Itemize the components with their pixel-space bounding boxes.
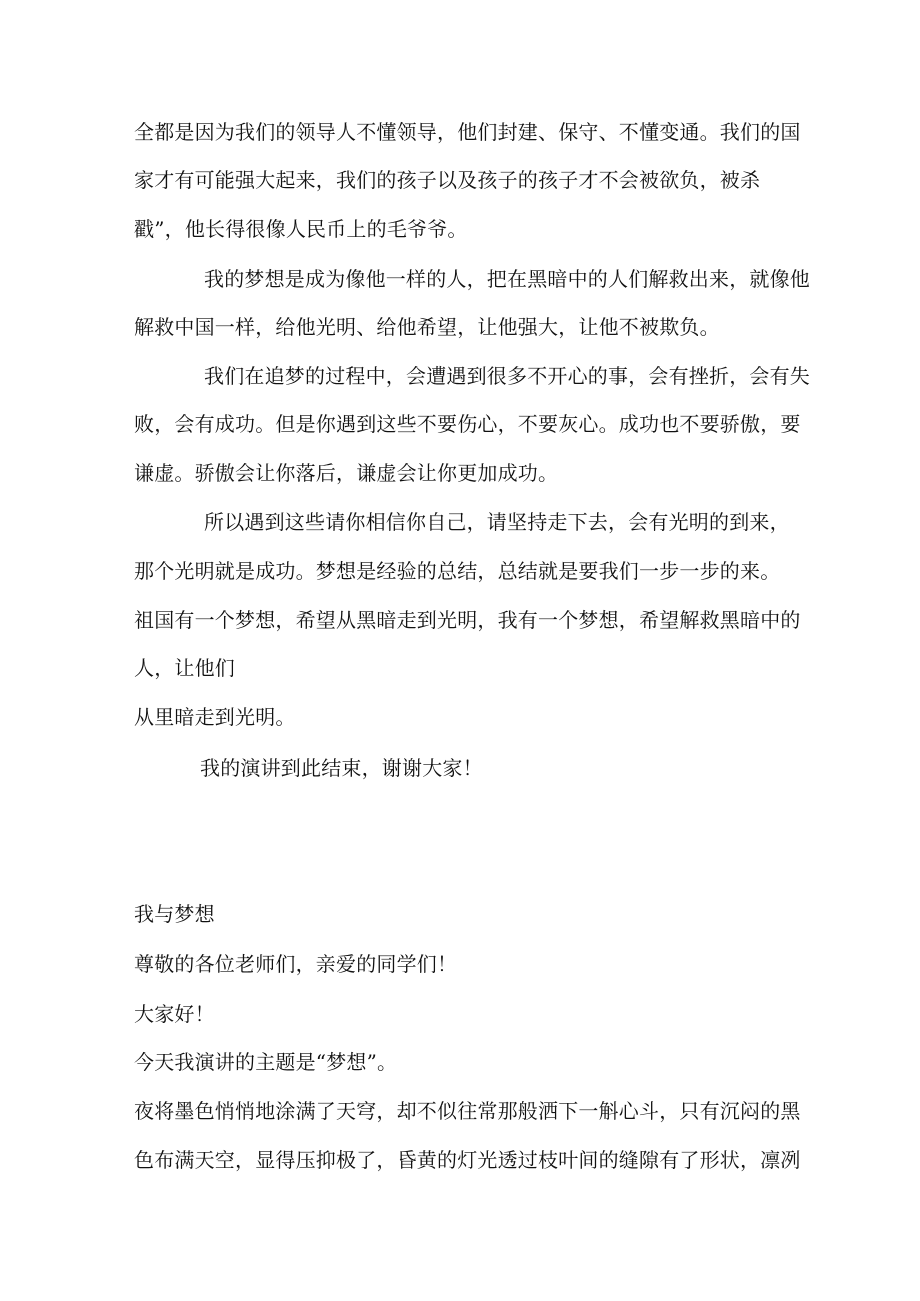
paragraph-line: 家才有可能强大起来，我们的孩子以及孩子的孩子才不会被欲负，被杀 <box>134 168 761 192</box>
paragraph-line: 所以遇到这些请你相信你自己，请坚持走下去，会有光明的到来， <box>204 510 790 534</box>
closing-line: 我的演讲到此结束，谢谢大家！ <box>200 756 483 780</box>
paragraph-line: 谦虚。骄傲会让你落后，谦虚会让你更加成功。 <box>134 461 559 485</box>
paragraph-line: 败，会有成功。但是你遇到这些不要伤心，不要灰心。成功也不要骄傲，要 <box>134 412 801 436</box>
paragraph-line: 我们在追梦的过程中，会遭遇到很多不开心的事，会有挫折，会有失 <box>204 364 810 388</box>
greeting-line: 大家好！ <box>134 1002 215 1026</box>
paragraph-line: 从里暗走到光明。 <box>134 705 296 729</box>
paragraph-line: 戳”，他长得很像人民币上的毛爷爷。 <box>134 217 468 241</box>
paragraph-line: 色布满天空，显得压抑极了，昏黄的灯光透过枝叶间的缝隙有了形状，凛冽 <box>134 1148 801 1172</box>
paragraph-line: 夜将墨色悄悄地涂满了天穹，却不似往常那般洒下一斛心斗，只有沉闷的黑 <box>134 1099 801 1123</box>
paragraph-line: 那个光明就是成功。梦想是经验的总结，总结就是要我们一步一步的来。 <box>134 559 781 583</box>
paragraph-line: 人，让他们 <box>134 656 235 680</box>
salutation-line: 尊敬的各位老师们，亲爱的同学们！ <box>134 952 458 976</box>
paragraph-line: 全都是因为我们的领导人不懂领导，他们封建、保守、不懂变通。我们的国 <box>134 120 801 144</box>
speech-title: 我与梦想 <box>134 902 215 926</box>
paragraph-line: 我的梦想是成为像他一样的人，把在黑暗中的人们解救出来，就像他 <box>204 267 810 291</box>
paragraph-line: 祖国有一个梦想，希望从黑暗走到光明，我有一个梦想，希望解救黑暗中的 <box>134 608 801 632</box>
paragraph-line: 解救中国一样，给他光明、给他希望，让他强大，让他不被欺负。 <box>134 315 720 339</box>
topic-line: 今天我演讲的主题是“梦想”。 <box>134 1050 398 1074</box>
